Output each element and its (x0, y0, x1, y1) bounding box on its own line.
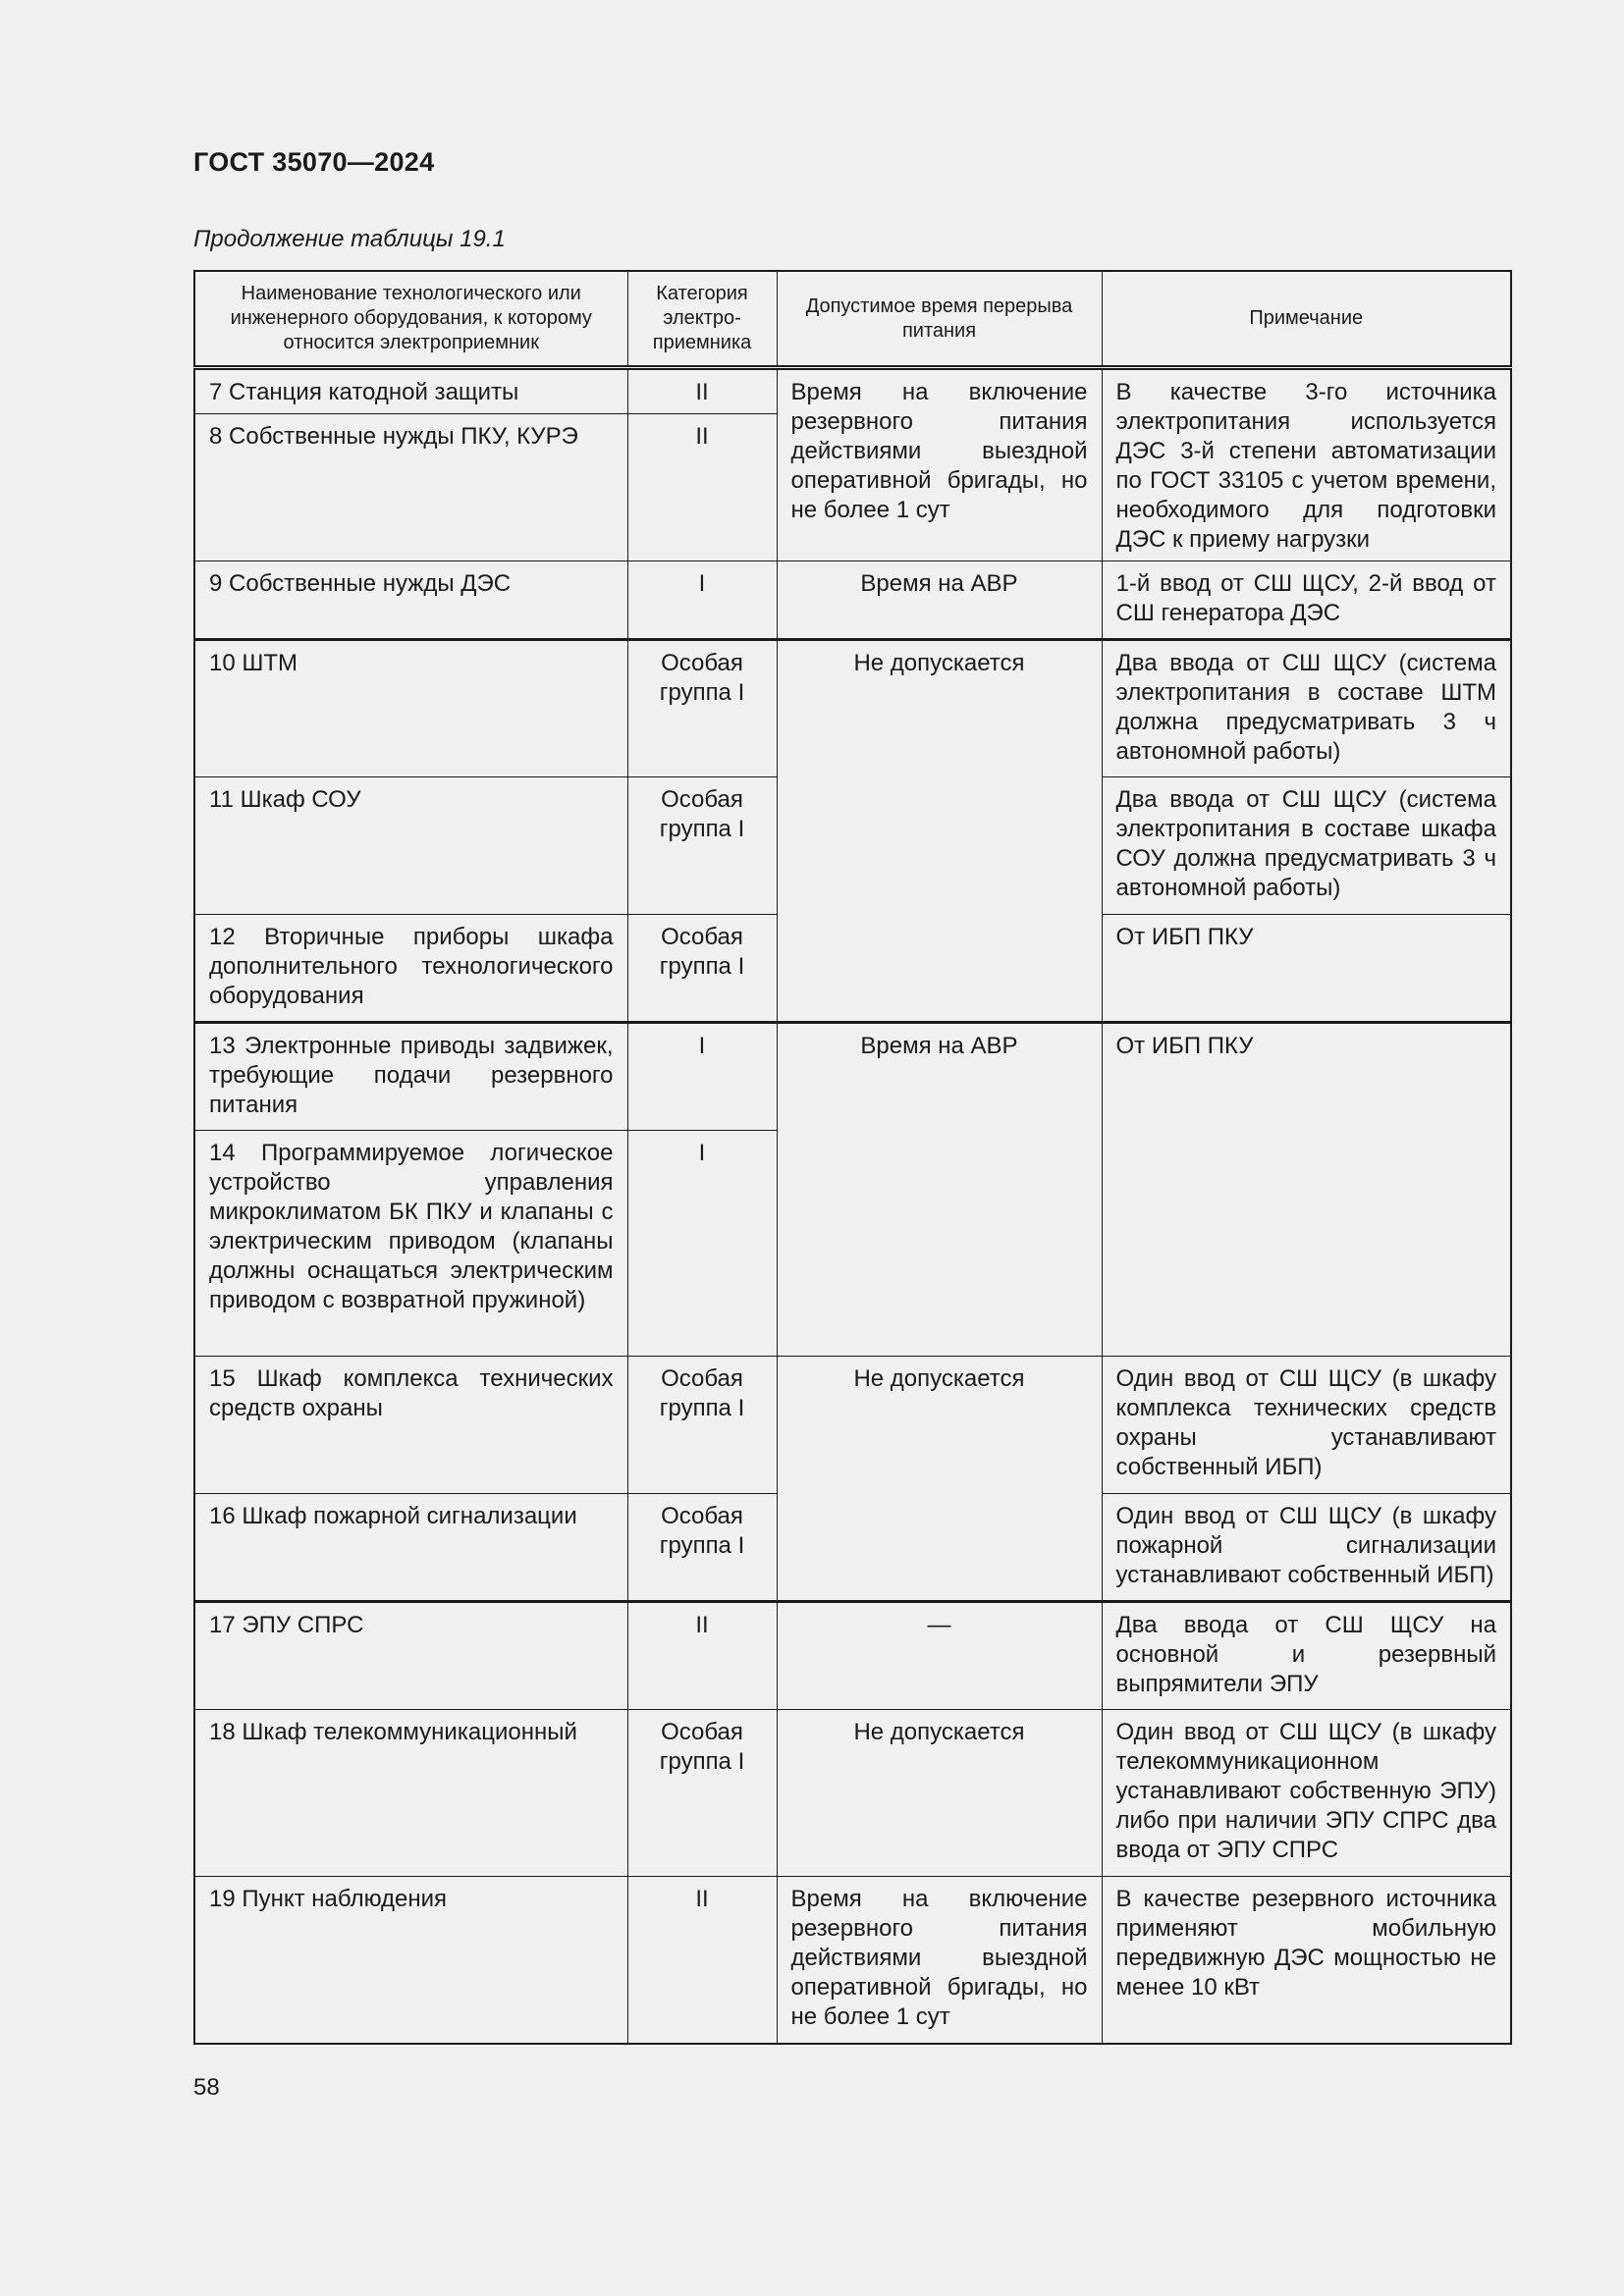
equipment-cell: 9 Собственные нужды ДЭС (194, 561, 627, 640)
category-cell: II (627, 1602, 777, 1710)
time-cell: Время на включение резервного питания действиями выездной оперативной бригады, но не более 1 сут (777, 1877, 1102, 2044)
column-header-equipment: Наименование технологического или инженерного оборудования, к которому относится электроприемник (194, 271, 627, 368)
table-caption: Продолжение таблицы 19.1 (193, 226, 506, 252)
time-cell: Не допускается (777, 1357, 1102, 1602)
note-cell: Два ввода от СШ ЩСУ (система электропитания в составе ШТМ должна предусматривать 3 ч автономной работы) (1102, 640, 1511, 777)
category-cell: I (627, 561, 777, 640)
column-header-time: Допустимое время перерыва питания (777, 271, 1102, 368)
note-cell: Один ввод от СШ ЩСУ (в шкафу комплекса технических средств охраны устанавливают собственный ИБП) (1102, 1357, 1511, 1494)
column-header-category: Категория электро-приемника (627, 271, 777, 368)
note-cell: В качестве 3-го источника электропитания используется ДЭС 3-й степени автоматизации по ГОСТ 33105 с учетом времени, необходимого для подготовки ДЭС к приему нагрузки (1102, 368, 1511, 561)
category-cell: II (627, 1877, 777, 2044)
equipment-cell: 11 Шкаф СОУ (194, 777, 627, 915)
note-cell: 1-й ввод от СШ ЩСУ, 2-й ввод от СШ генератора ДЭС (1102, 561, 1511, 640)
time-cell: Не допускается (777, 1710, 1102, 1877)
time-cell: Время на включение резервного питания действиями выездной оперативной бригады, но не более 1 сут (777, 368, 1102, 561)
note-cell: От ИБП ПКУ (1102, 915, 1511, 1023)
equipment-cell: 12 Вторичные приборы шкафа дополнительного технологического оборудования (194, 915, 627, 1023)
note-cell: Два ввода от СШ ЩСУ на основной и резервный выпрямители ЭПУ (1102, 1602, 1511, 1710)
category-cell: Особая группа I (627, 915, 777, 1023)
category-cell: II (627, 414, 777, 561)
time-cell: Время на АВР (777, 561, 1102, 640)
note-cell: Один ввод от СШ ЩСУ (в шкафу пожарной сигнализации устанавливают собственный ИБП) (1102, 1494, 1511, 1602)
equipment-cell: 8 Собственные нужды ПКУ, КУРЭ (194, 414, 627, 561)
equipment-cell: 10 ШТМ (194, 640, 627, 777)
note-cell: Два ввода от СШ ЩСУ (система электропитания в составе шкафа СОУ должна предусматривать 3 ч автономной работы) (1102, 777, 1511, 915)
document-title: ГОСТ 35070—2024 (193, 147, 435, 177)
category-cell: Особая группа I (627, 640, 777, 777)
equipment-cell: 13 Электронные приводы задвижек, требующие подачи резервного питания (194, 1023, 627, 1131)
table-row (194, 1710, 1511, 1877)
equipment-cell: 18 Шкаф телекоммуникационный (194, 1710, 627, 1877)
category-cell: I (627, 1131, 777, 1357)
time-cell: Не допускается (777, 640, 1102, 1023)
table-row (194, 1357, 1511, 1494)
table-row (194, 561, 1511, 640)
note-cell: От ИБП ПКУ (1102, 1023, 1511, 1357)
column-header-note: Примечание (1102, 271, 1511, 368)
requirements-table (193, 270, 1512, 2045)
equipment-cell: 7 Станция катодной защиты (194, 368, 627, 414)
category-cell: Особая группа I (627, 1357, 777, 1494)
table-row (194, 1023, 1511, 1131)
table-row (194, 1602, 1511, 1710)
equipment-cell: 16 Шкаф пожарной сигнализации (194, 1494, 627, 1602)
table-row (194, 368, 1511, 414)
equipment-cell: 19 Пункт наблюдения (194, 1877, 627, 2044)
category-cell: II (627, 368, 777, 414)
table-row (194, 1877, 1511, 2044)
category-cell: Особая группа I (627, 1494, 777, 1602)
note-cell: Один ввод от СШ ЩСУ (в шкафу телекоммуникационном устанавливают собственную ЭПУ) либо при наличии ЭПУ СПРС два ввода от ЭПУ СПРС (1102, 1710, 1511, 1877)
equipment-cell: 15 Шкаф комплекса технических средств охраны (194, 1357, 627, 1494)
time-cell: Время на АВР (777, 1023, 1102, 1357)
note-cell: В качестве резервного источника применяют мобильную передвижную ДЭС мощностью не менее 10 кВт (1102, 1877, 1511, 2044)
time-cell: — (777, 1602, 1102, 1710)
category-cell: Особая группа I (627, 1710, 777, 1877)
equipment-cell: 14 Программируемое логическое устройство управления микроклиматом БК ПКУ и клапаны с электрическим приводом (клапаны должны оснащаться электрическим приводом с возвратной пружиной) (194, 1131, 627, 1357)
equipment-cell: 17 ЭПУ СПРС (194, 1602, 627, 1710)
table-row (194, 640, 1511, 777)
category-cell: I (627, 1023, 777, 1131)
page-number: 58 (193, 2074, 220, 2101)
category-cell: Особая группа I (627, 777, 777, 915)
table-header-row (194, 271, 1511, 368)
